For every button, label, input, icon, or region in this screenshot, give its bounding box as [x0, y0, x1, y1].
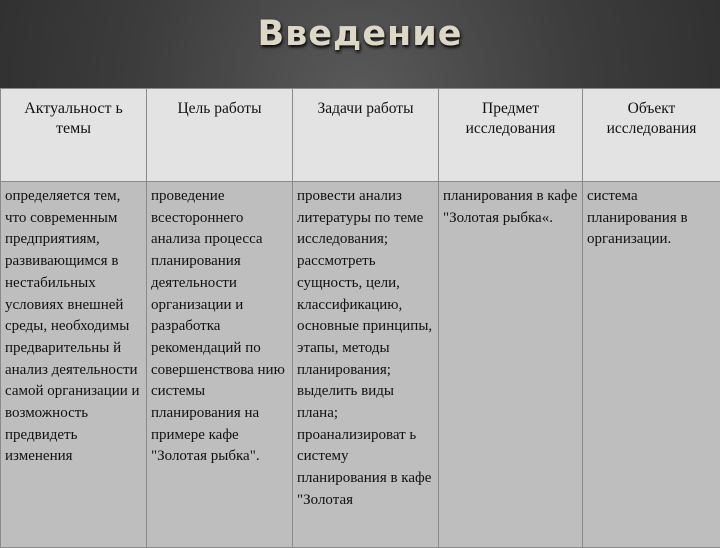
header-subject: Предмет исследования	[439, 89, 583, 182]
slide-title: Введение	[0, 14, 720, 54]
header-tasks: Задачи работы	[293, 89, 439, 182]
header-object: Объект исследования	[583, 89, 720, 182]
header-goal: Цель работы	[147, 89, 293, 182]
cell-object: система планирования в организации.	[583, 182, 720, 548]
cell-subject: планирования в кафе "Золотая рыбка«.	[439, 182, 583, 548]
table-header-row	[1, 89, 720, 182]
header-relevance: Актуальност ь темы	[1, 89, 147, 182]
cell-goal: проведение всестороннего анализа процесса планирования деятельности организации и разработка рекомендаций по совершенствова нию системы планирования на примере кафе "Золотая рыбка".	[147, 182, 293, 548]
table-row	[1, 182, 720, 548]
introduction-table	[0, 88, 720, 548]
cell-tasks: провести анализ литературы по теме исследования; рассмотреть сущность, цели, классификацию, основные принципы, этапы, методы планирования; выделить виды плана; проанализироват ь систему планирования в кафе "Золотая	[293, 182, 439, 548]
cell-relevance: определяется тем, что современным предприятиям, развивающимся в нестабильных условиях внешней среды, необходимы предварительны й анализ деятельности самой организации и возможность предвидеть изменения	[1, 182, 147, 548]
